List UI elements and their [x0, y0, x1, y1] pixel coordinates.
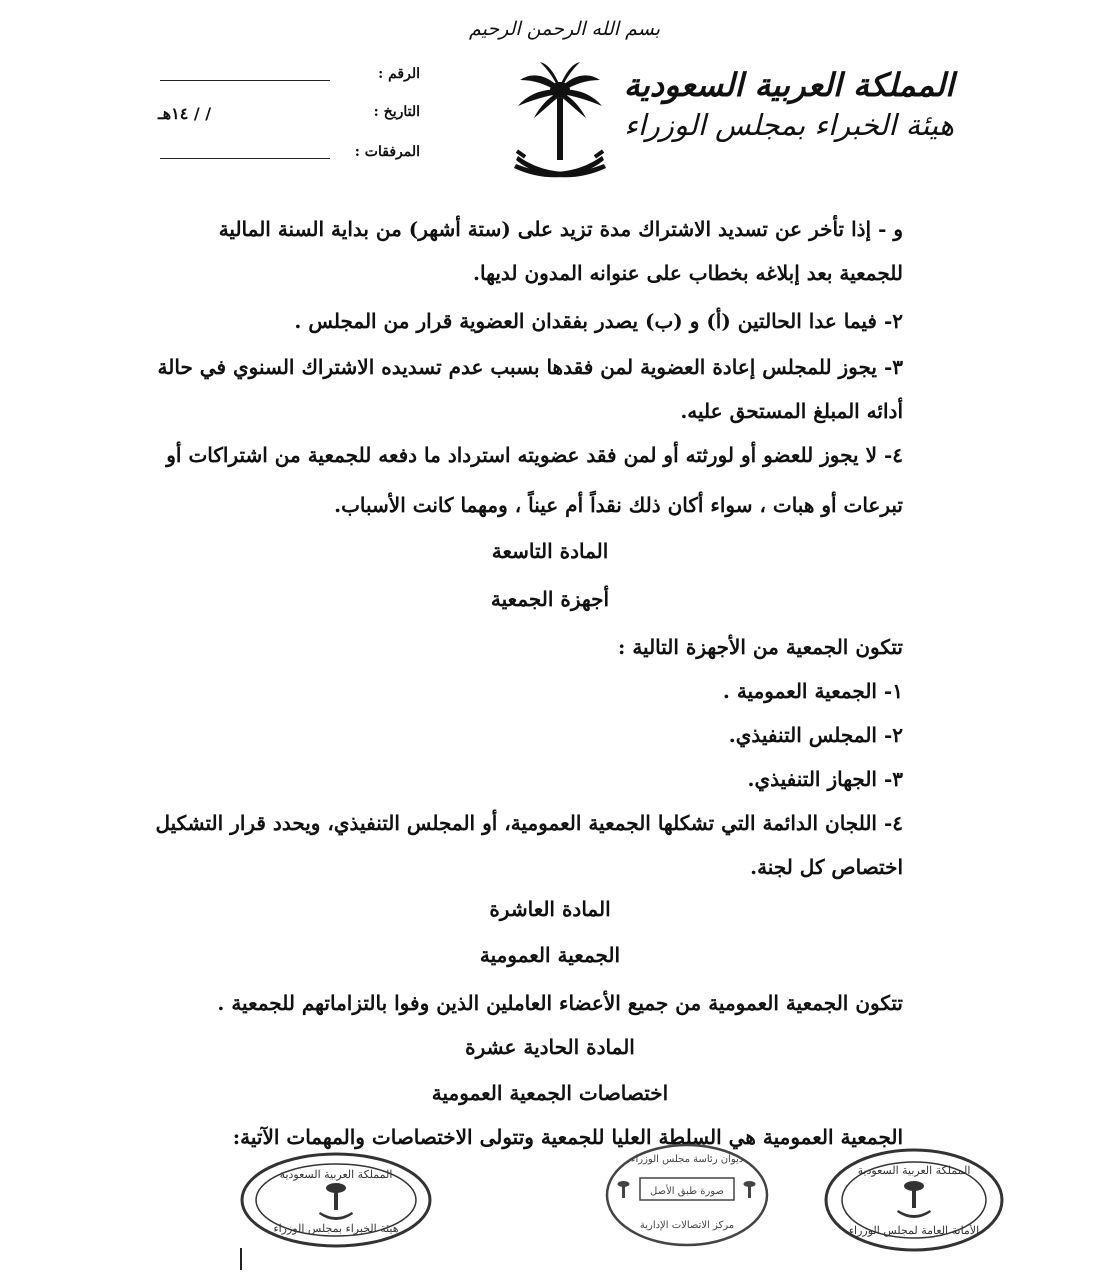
article-11-text: الجمعية العمومية هي السلطة العليا للجمعية وتتولى الاختصاصات والمهمات الآتية: [232, 1125, 903, 1149]
clause-3-line-1: ٣- يجوز للمجلس إعادة العضوية لمن فقدها بسبب عدم تسديده الاشتراك السنوي في حالة [157, 355, 903, 379]
stamp-middle-bottom: مركز الاتصالات الإدارية [639, 1220, 735, 1231]
stamp-middle [602, 1140, 772, 1250]
organ-item-4-line-1: ٤- اللجان الدائمة التي تشكلها الجمعية العمومية، أو المجلس التنفيذي، ويحدد قرار التشكيل [155, 811, 903, 835]
date-value: / / ١٤هـ [158, 104, 212, 123]
saudi-emblem-icon [510, 60, 610, 190]
clause-f-line-2: للجمعية بعد إبلاغه بخطاب على عنوانه المدون لديها. [473, 261, 903, 285]
stamp-left-bottom: هيئة الخبراء بمجلس الوزراء [273, 1222, 399, 1235]
clause-2-text: ٢- فيما عدا الحالتين (أ) و (ب) يصدر بفقدان العضوية قرار من المجلس . [294, 309, 903, 333]
palm-swords-icon [897, 1181, 931, 1218]
reference-label: الرقم : [378, 66, 420, 82]
date-label: التاريخ : [373, 104, 420, 120]
organ-item-4-line-2: اختصاص كل لجنة. [750, 855, 903, 879]
country-name: المملكة العربية السعودية [623, 66, 954, 104]
attachments-field [150, 144, 420, 170]
clause-4-line-1: ٤- لا يجوز للعضو أو لورثته أو لمن فقد عضويته استرداد ما دفعه للجمعية من اشتراكات أو [166, 443, 903, 467]
stamp-middle-center: صورة طبق الأصل [650, 1186, 724, 1197]
organ-item-3: ٣- الجهاز التنفيذي. [747, 767, 903, 791]
reference-line [160, 80, 330, 81]
stamp-left-top: المملكة العربية السعودية [279, 1168, 393, 1181]
stamp-left [238, 1150, 434, 1250]
article-9-subtitle: أجهزة الجمعية [490, 587, 610, 611]
date-field [150, 104, 420, 130]
article-10-subtitle: الجمعية العمومية [479, 943, 621, 967]
article-10-text: تتكون الجمعية العمومية من جميع الأعضاء العاملين الذين وفوا بالتزاماتهم للجمعية . [217, 991, 903, 1015]
clause-f-line-1: و - إذا تأخر عن تسديد الاشتراك مدة تزيد على (ستة أشهر) من بداية السنة المالية [218, 217, 903, 241]
article-9-intro: تتكون الجمعية من الأجهزة التالية : [617, 635, 903, 659]
stamp-right [822, 1146, 1006, 1254]
basmala: بسم الله الرحمن الرحيم [469, 18, 660, 40]
article-9-title: المادة التاسعة [491, 539, 609, 563]
organ-item-1: ١- الجمعية العمومية . [722, 679, 903, 703]
authority-name: هيئة الخبراء بمجلس الوزراء [624, 108, 954, 142]
margin-mark [240, 1248, 242, 1270]
attachments-label: المرفقات : [354, 144, 420, 160]
reference-field [150, 66, 420, 92]
stamp-right-bottom: الأمانة العامة لمجلس الوزراء [848, 1224, 980, 1237]
article-10-title: المادة العاشرة [489, 897, 611, 921]
attachments-line [160, 158, 330, 159]
stamp-right-top: المملكة العربية السعودية [857, 1164, 971, 1177]
organ-item-2: ٢- المجلس التنفيذي. [728, 723, 903, 747]
article-11-title: المادة الحادية عشرة [465, 1035, 635, 1059]
stamp-middle-top: ديوان رئاسة مجلس الوزراء [630, 1154, 744, 1165]
clause-3-line-2: أدائه المبلغ المستحق عليه. [680, 399, 903, 423]
palm-swords-icon [319, 1183, 353, 1220]
clause-4-line-2: تبرعات أو هبات ، سواء أكان ذلك نقداً أم عيناً ، ومهما كانت الأسباب. [334, 493, 903, 517]
article-11-subtitle: اختصاصات الجمعية العمومية [431, 1081, 669, 1105]
